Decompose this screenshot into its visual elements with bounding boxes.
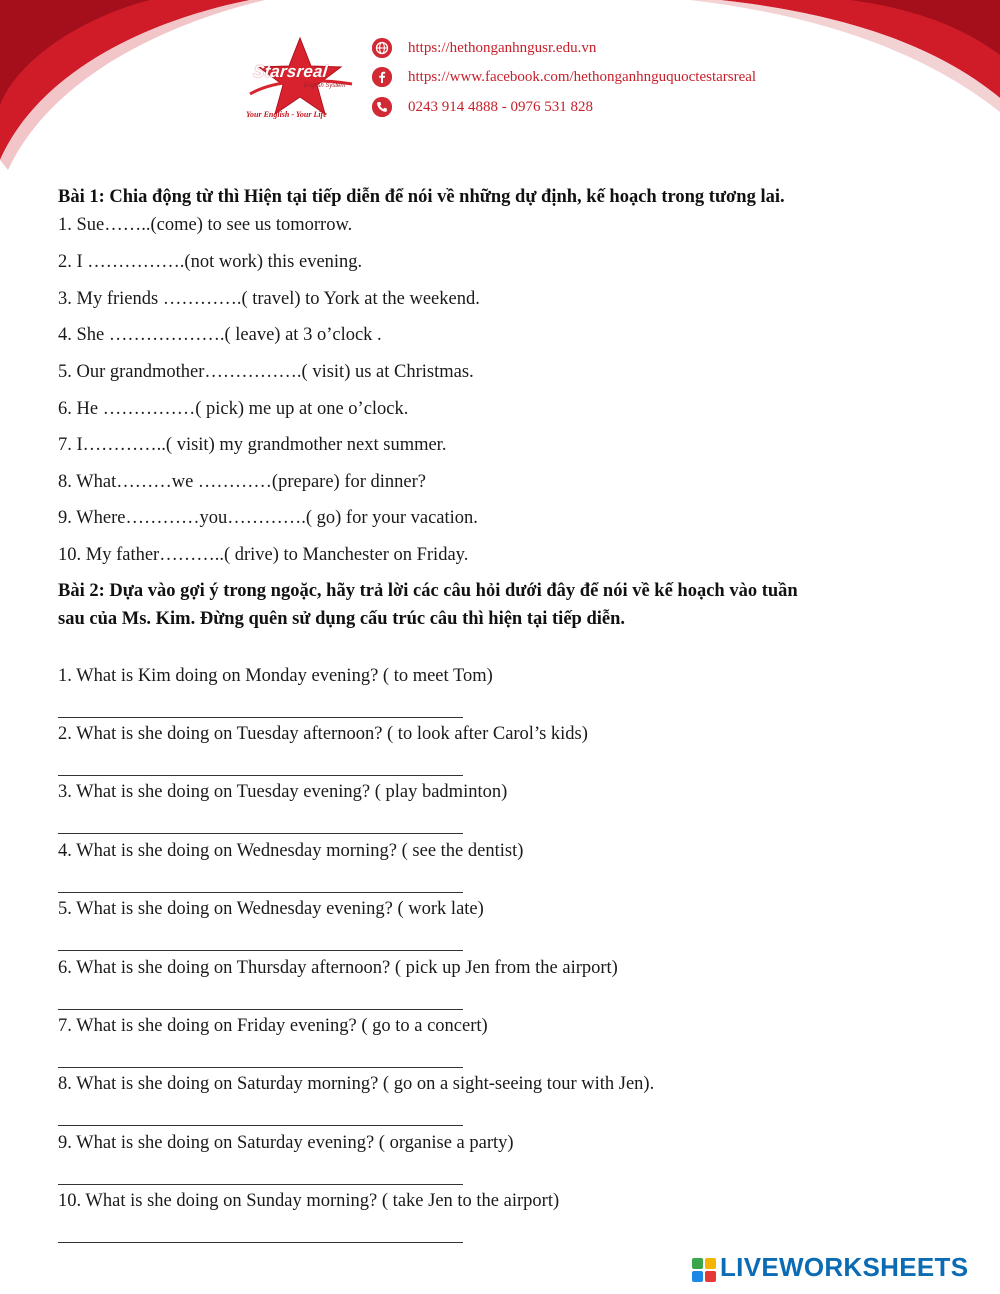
- exercise2-question: 6. What is she doing on Thursday afternoon? ( pick up Jen from the airport): [58, 958, 618, 978]
- exercise2-title-line1: Bài 2: Dựa vào gợi ý trong ngoặc, hãy trả lời các câu hỏi dưới đây để nói về kế hoạch vào tuần: [58, 581, 798, 601]
- exercise1-item: 3. My friends ………….( travel) to York at the weekend.: [58, 289, 480, 309]
- exercise1-title: Bài 1: Chia động từ thì Hiện tại tiếp diễn để nói về những dự định, kế hoạch trong tương lai.: [58, 187, 785, 207]
- exercise1-item: 7. I…………..( visit) my grandmother next summer.: [58, 435, 447, 455]
- exercise2-question: 1. What is Kim doing on Monday evening? ( to meet Tom): [58, 666, 493, 686]
- exercise2-question: 9. What is she doing on Saturday evening? ( organise a party): [58, 1133, 514, 1153]
- facebook-link[interactable]: https://www.facebook.com/hethonganhnguquoctestarsreal: [408, 69, 757, 85]
- exercise1-item: 2. I …………….(not work) this evening.: [58, 252, 363, 272]
- exercise2-question: 2. What is she doing on Tuesday afternoon? ( to look after Carol’s kids): [58, 724, 588, 744]
- answer-line[interactable]: [58, 1009, 463, 1010]
- exercise1-item: 4. She ……………….( leave) at 3 o’clock .: [58, 325, 382, 345]
- exercise1-item: 8. What………we …………(prepare) for dinner?: [58, 472, 426, 492]
- exercise2-title-line2: sau của Ms. Kim. Đừng quên sử dụng cấu trúc câu thì hiện tại tiếp diễn.: [58, 609, 626, 629]
- answer-line[interactable]: [58, 892, 463, 893]
- phone-icon: [372, 97, 392, 117]
- exercise2-question: 4. What is she doing on Wednesday morning? ( see the dentist): [58, 841, 524, 861]
- logo-brand-sub: English System: [304, 83, 346, 89]
- exercise1-item: 5. Our grandmother…………….( visit) us at Christmas.: [58, 362, 474, 382]
- liveworksheets-logo-icon: [692, 1258, 716, 1282]
- exercise2-question: 8. What is she doing on Saturday morning? ( go on a sight-seeing tour with Jen).: [58, 1074, 655, 1094]
- logo-slogan: Your English - Your Life: [246, 110, 327, 119]
- answer-line[interactable]: [58, 833, 463, 834]
- exercise2-question: 10. What is she doing on Sunday morning? ( take Jen to the airport): [58, 1191, 560, 1211]
- liveworksheets-watermark: LIVEWORKSHEETS: [720, 1252, 969, 1282]
- exercise1-item: 10. My father………..( drive) to Manchester on Friday.: [58, 545, 469, 565]
- website-link[interactable]: https://hethonganhngusr.edu.vn: [408, 40, 597, 56]
- answer-line[interactable]: [58, 1184, 463, 1185]
- answer-line[interactable]: [58, 1125, 463, 1126]
- exercise1-item: 6. He ……………( pick) me up at one o’clock.: [58, 399, 409, 419]
- exercise1-item: 1. Sue……..(come) to see us tomorrow.: [58, 215, 353, 235]
- globe-icon: [372, 38, 392, 58]
- answer-line[interactable]: [58, 1242, 463, 1243]
- facebook-icon: [372, 67, 392, 87]
- logo-brand: Starsreal: [252, 62, 329, 81]
- exercise2-question: 7. What is she doing on Friday evening? ( go to a concert): [58, 1016, 488, 1036]
- phone-number[interactable]: 0243 914 4888 - 0976 531 828: [408, 99, 593, 115]
- exercise2-question: 3. What is she doing on Tuesday evening? ( play badminton): [58, 782, 508, 802]
- answer-line[interactable]: [58, 1067, 463, 1068]
- answer-line[interactable]: [58, 950, 463, 951]
- exercise1-item: 9. Where…………you………….( go) for your vacation.: [58, 508, 478, 528]
- answer-line[interactable]: [58, 717, 463, 718]
- exercise2-question: 5. What is she doing on Wednesday evening? ( work late): [58, 899, 484, 919]
- answer-line[interactable]: [58, 775, 463, 776]
